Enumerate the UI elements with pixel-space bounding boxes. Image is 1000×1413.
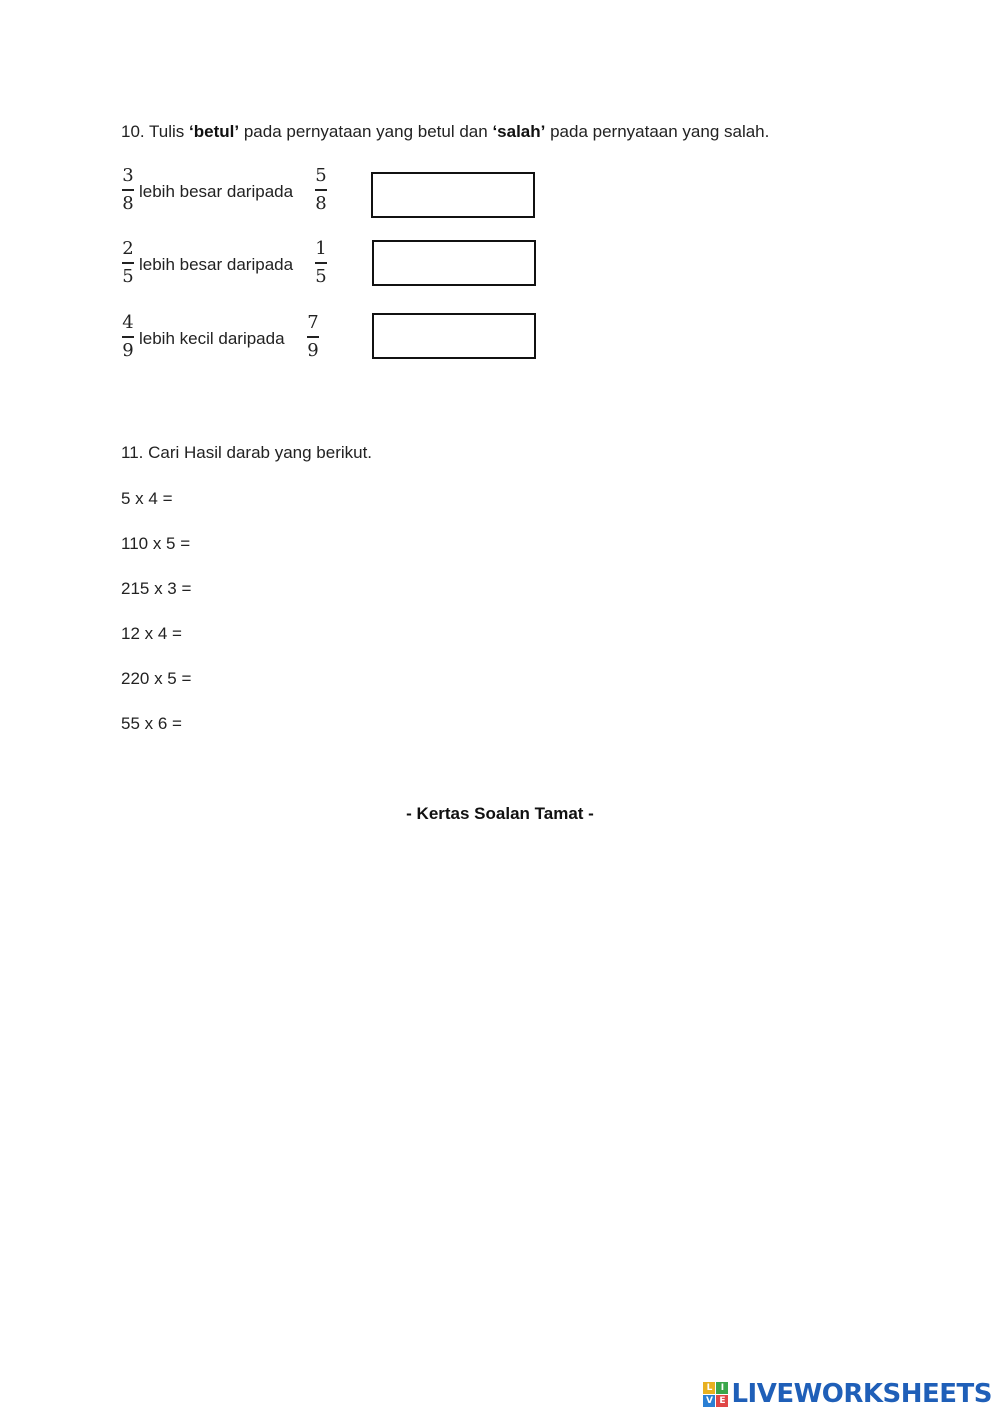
fraction-right	[306, 313, 320, 361]
liveworksheets-logo	[703, 1379, 992, 1409]
numerator: 1	[315, 238, 327, 259]
fraction-bar	[122, 262, 134, 264]
logo-letter: E	[716, 1395, 728, 1407]
answer-input-1[interactable]	[371, 172, 535, 218]
logo-icon	[703, 1382, 728, 1407]
denominator: 8	[315, 192, 327, 214]
denominator: 8	[122, 192, 134, 214]
denominator: 9	[122, 339, 134, 361]
multiplication-item: 215 x 3 =	[121, 579, 192, 598]
keyword-betul: ‘betul’	[189, 122, 240, 141]
fraction-right	[314, 166, 328, 214]
fraction-bar	[307, 336, 319, 338]
fraction-right	[314, 239, 328, 287]
answer-input-2[interactable]	[372, 240, 536, 286]
keyword-salah: ‘salah’	[492, 122, 546, 141]
fraction-bar	[122, 336, 134, 338]
denominator: 5	[122, 265, 134, 287]
multiplication-item: 5 x 4 =	[121, 489, 173, 508]
answer-input-3[interactable]	[372, 313, 536, 359]
multiplication-item: 220 x 5 =	[121, 669, 192, 688]
numerator: 5	[315, 165, 327, 186]
denominator: 5	[315, 265, 327, 287]
instruction-middle: pada pernyataan yang betul dan	[239, 122, 493, 141]
numerator: 3	[122, 165, 134, 186]
question-11-title: 11. Cari Hasil darab yang berikut.	[121, 443, 373, 462]
multiplication-item: 110 x 5 =	[121, 534, 191, 553]
statement-text: lebih besar daripada	[139, 255, 294, 274]
numerator: 7	[307, 312, 319, 333]
fraction-left	[121, 239, 135, 287]
instruction-prefix: 10. Tulis	[121, 122, 190, 141]
fraction-bar	[122, 189, 134, 191]
fraction-bar	[315, 189, 327, 191]
question-10-instruction	[121, 122, 769, 142]
logo-letter: V	[703, 1395, 715, 1407]
statement-text: lebih kecil daripada	[139, 329, 285, 348]
multiplication-item: 55 x 6 =	[121, 714, 182, 733]
brand-name: LIVEWORKSHEETS	[731, 1379, 992, 1409]
instruction-suffix: pada pernyataan yang salah.	[545, 122, 770, 141]
numerator: 4	[122, 312, 134, 333]
fraction-left	[121, 313, 135, 361]
numerator: 2	[122, 238, 134, 259]
statement-text: lebih besar daripada	[139, 182, 294, 201]
denominator: 9	[307, 339, 319, 361]
multiplication-item: 12 x 4 =	[121, 624, 182, 643]
end-of-paper-label: - Kertas Soalan Tamat -	[406, 804, 594, 823]
fraction-bar	[315, 262, 327, 264]
logo-letter: L	[703, 1382, 715, 1394]
logo-letter: I	[716, 1382, 728, 1394]
fraction-left	[121, 166, 135, 214]
